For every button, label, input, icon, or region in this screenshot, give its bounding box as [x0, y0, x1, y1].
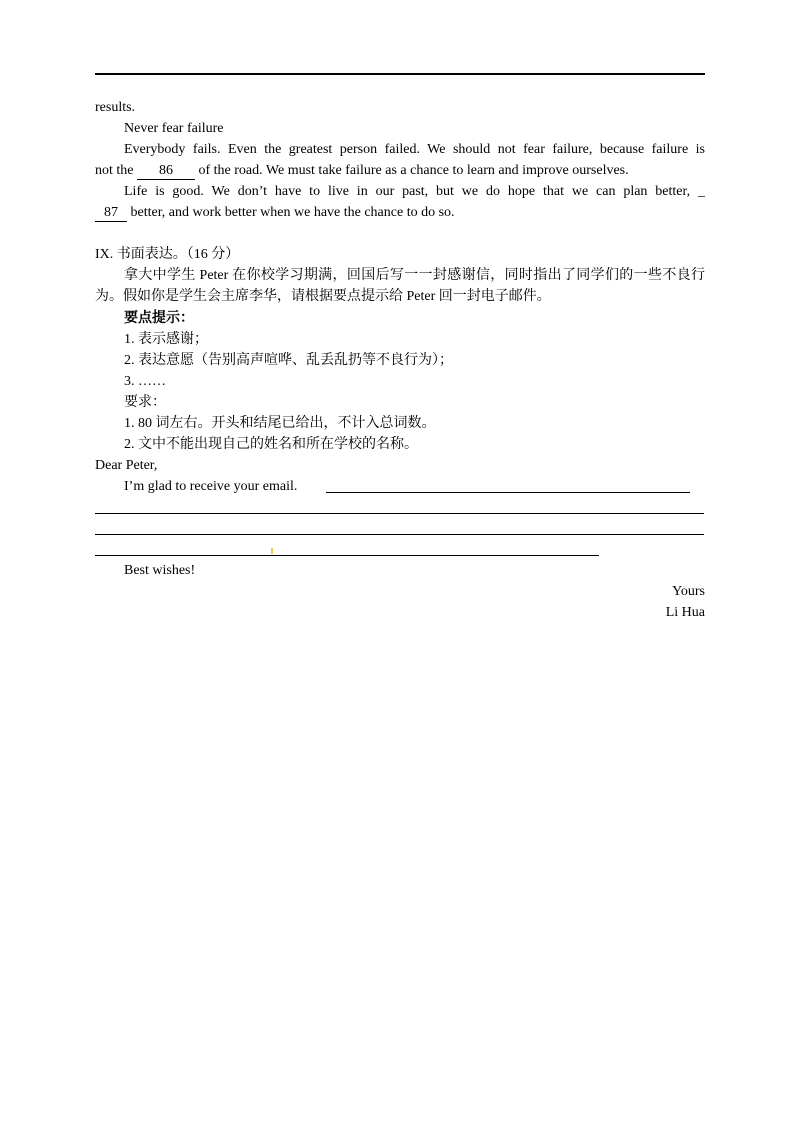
requirement-item: 1. 80 词左右。开头和结尾已给出，不计入总词数。: [124, 416, 436, 431]
passage-line-with-blank-87: [95, 203, 705, 223]
writing-line[interactable]: [95, 555, 599, 556]
passage-text: not the: [95, 163, 134, 178]
letter-greeting: Dear Peter,: [95, 458, 158, 473]
letter-signature: Li Hua: [665, 605, 705, 620]
passage-line: Life is good. We don’t have to live in our past, but we do hope that we can plan better, _: [124, 184, 705, 199]
passage-text: of the road. We must take failure as a chance to learn and improve ourselves.: [198, 163, 629, 178]
points-heading: 要点提示：: [124, 311, 194, 326]
writing-line[interactable]: [95, 534, 704, 535]
point-item: 3. ……: [124, 374, 166, 389]
point-item: 1. 表示感谢；: [124, 332, 208, 347]
requirement-item: 2. 文中不能出现自己的姓名和所在学校的名称。: [124, 437, 418, 452]
prompt-line: 拿大中学生 Peter 在你校学习期满，回国后写一一封感谢信，同时指出了同学们的一些不良行: [124, 268, 705, 283]
writing-line[interactable]: [326, 492, 690, 493]
writing-line[interactable]: [95, 513, 704, 514]
requirements-heading: 要求：: [124, 395, 166, 410]
section-title: IX. 书面表达。（16 分）: [95, 247, 240, 262]
passage-line-with-blank-86: [95, 161, 705, 181]
text-line-results: results.: [95, 100, 136, 115]
cursor-mark: [271, 548, 273, 554]
point-item: 2. 表达意愿（告别高声喧哗、乱丢乱扔等不良行为）；: [124, 353, 453, 368]
passage-line: Everybody fails. Even the greatest person failed. We should not fear failure, because failure is: [124, 142, 705, 157]
letter-closing: Best wishes!: [124, 563, 196, 578]
letter-sign-yours: Yours: [672, 584, 705, 599]
header-rule: [95, 73, 705, 75]
answer-blank-87[interactable]: 87: [95, 205, 127, 222]
answer-blank-86[interactable]: 86: [137, 163, 195, 180]
passage-heading: Never fear failure: [124, 121, 224, 136]
letter-opening: I’m glad to receive your email.: [124, 479, 298, 494]
prompt-line: 为。假如你是学生会主席李华，请根据要点提示给 Peter 回一封电子邮件。: [95, 289, 551, 304]
passage-text: better, and work better when we have the chance to do so.: [130, 205, 455, 220]
